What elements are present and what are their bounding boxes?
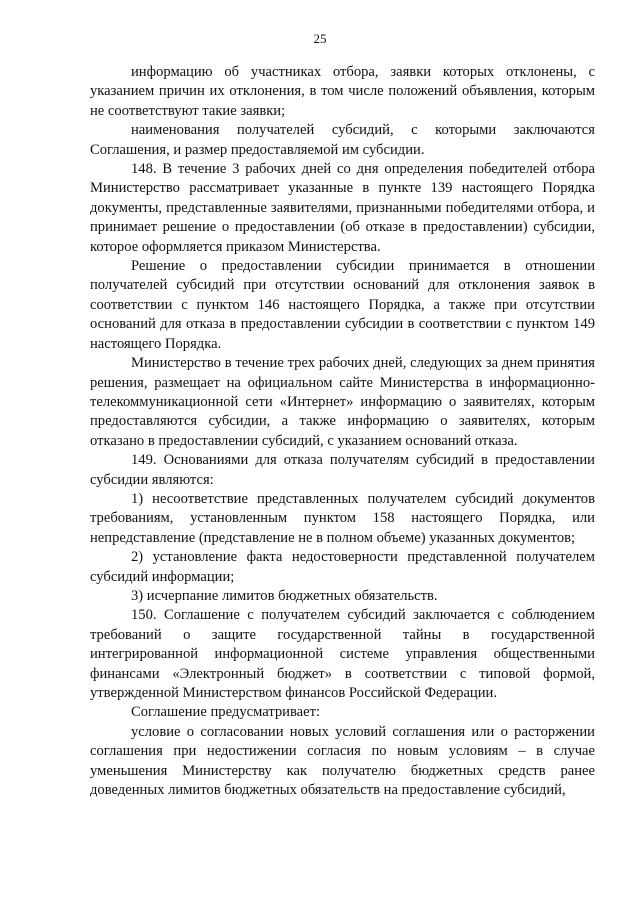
paragraph-148: 148. В течение 3 рабочих дней со дня определения победителей отбора Министерство рассматривает указанные в пункте 139 настоящего Порядка документы, представленные заявителями, признанными победителями отбора, и принимает решение о предоставлении (об отказе в предоставлении) субсидии, которое оформляется приказом Министерства. <box>90 161 595 255</box>
list-item-3: 3) исчерпание лимитов бюджетных обязательств. <box>131 587 438 604</box>
list-item-2: 2) установление факта недостоверности представленной получателем субсидий информации; <box>90 549 595 585</box>
paragraph-agreement-provides: Соглашение предусматривает: <box>131 704 321 721</box>
paragraph-150: 150. Соглашение с получателем субсидий заключается с соблюдением требований о защите государственной тайны в государственной интегрированной информационной системе управления общественными финансами «Электронный бюджет» в соответствии с типовой формой, утвержденной Министерством финансов Российской Федерации. <box>90 607 595 701</box>
page-number: 25 <box>313 31 327 46</box>
paragraph-participants-info: информацию об участниках отбора, заявки которых отклонены, с указанием причин их отклонения, в том числе положений объявления, которым не соответствуют такие заявки; <box>90 64 595 119</box>
paragraph-publication: Министерство в течение трех рабочих дней, следующих за днем принятия решения, размещает на официальном сайте Министерства в информационно-телекоммуникационной сети «Интернет» информацию о заявителях, которым предоставляются субсидии, а также информацию о заявителях, которым отказано в предоставлении субсидий, с указанием оснований отказа. <box>90 355 595 449</box>
paragraph-recipient-names: наименования получателей субсидий, с которыми заключаются Соглашения, и размер предоставляемой им субсидии. <box>90 122 595 158</box>
paragraph-decision: Решение о предоставлении субсидии принимается в отношении получателей субсидий при отсутствии оснований для отклонения заявок в соответствии с пунктом 146 настоящего Порядка, а также при отсутствии оснований для отказа в предоставлении субсидии в соответствии с пунктом 149 настоящего Порядка. <box>90 258 595 352</box>
document-body <box>90 63 595 800</box>
paragraph-149: 149. Основаниями для отказа получателям субсидий в предоставлении субсидии являются: <box>90 452 595 488</box>
list-item-1: 1) несоответствие представленных получателем субсидий документов требованиям, установленным пунктом 158 настоящего Порядка, или непредставление (представление не в полном объеме) указанных документов; <box>90 490 595 546</box>
paragraph-agreement-condition: условие о согласовании новых условий соглашения или о расторжении соглашения при недостижении согласия по новым условиям – в случае уменьшения Министерству как получателю бюджетных средств ранее доведенных лимитов бюджетных обязательств на предоставление субсидий, <box>90 723 595 799</box>
